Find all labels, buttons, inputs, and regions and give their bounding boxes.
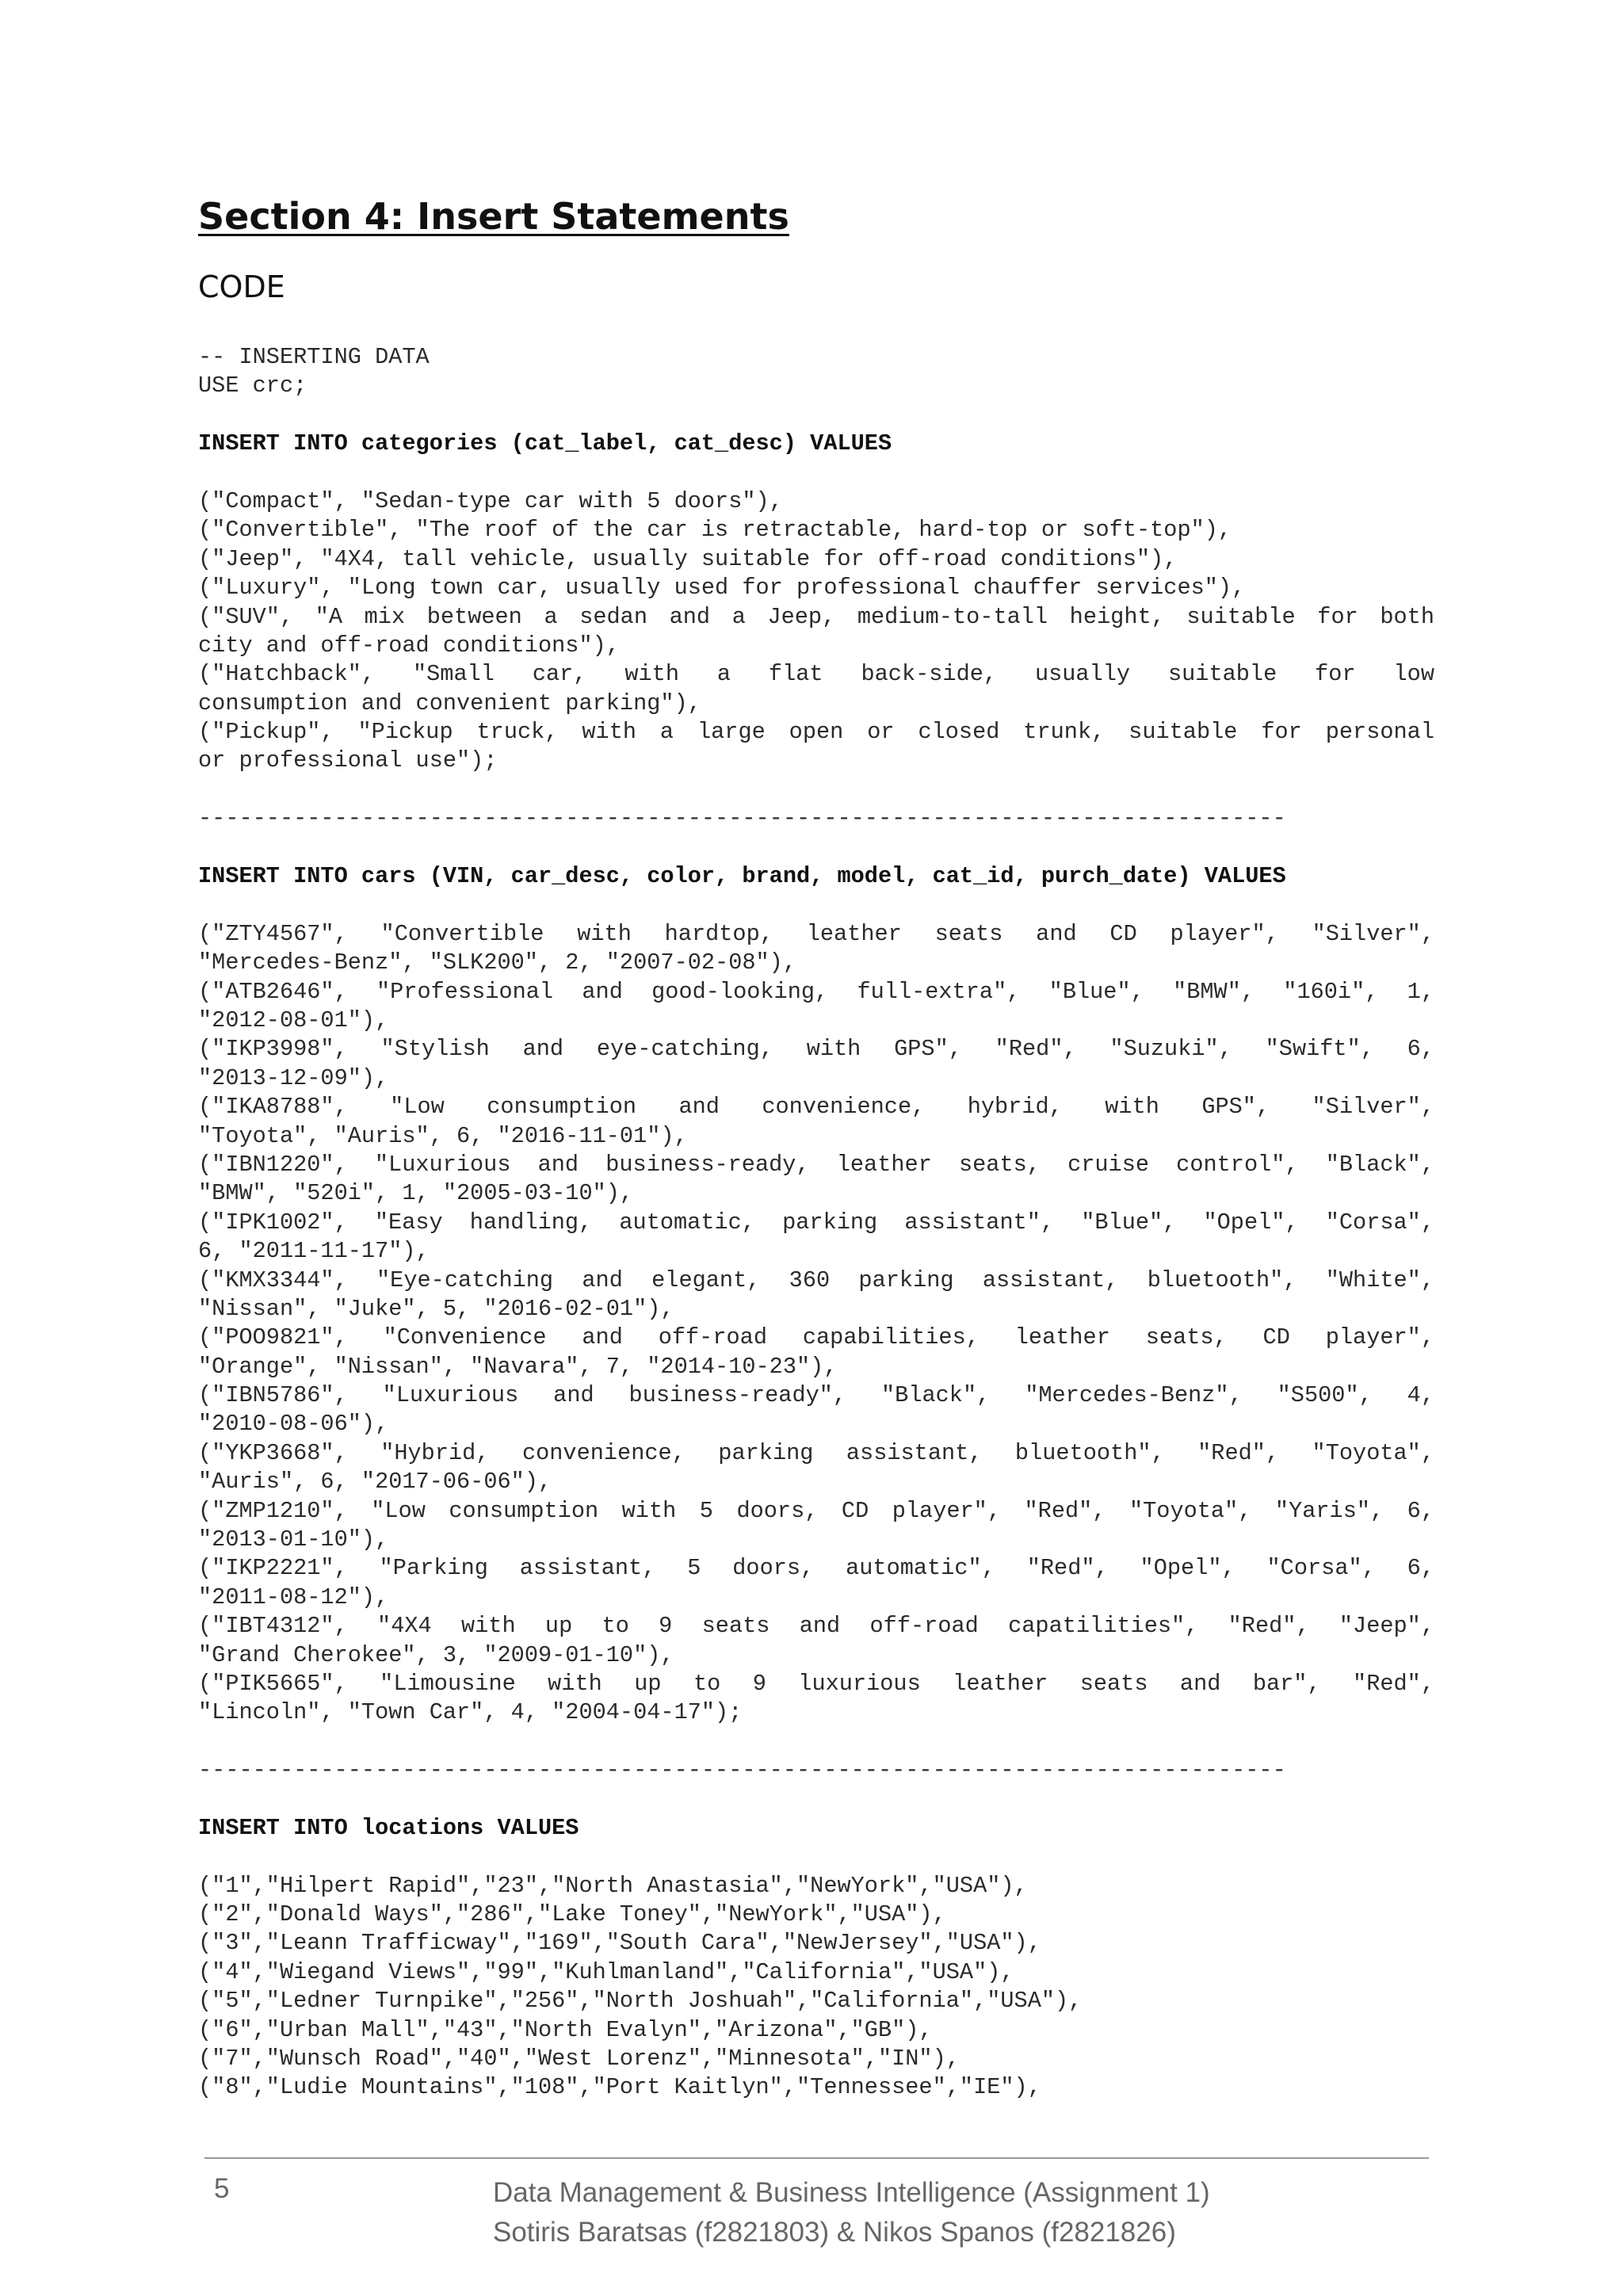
code-line: "2013-01-10"), [198, 1526, 389, 1553]
blank-line [198, 1786, 1434, 1814]
code-line: ("Compact", "Sedan-type car with 5 doors"), [198, 487, 783, 514]
code-line: "2010-08-06"), [198, 1411, 389, 1438]
page-number: 5 [214, 2173, 230, 2204]
code-line: "Mercedes-Benz", "SLK200", 2, "2007-02-08"), [198, 949, 796, 976]
code-line: ("4","Wiegand Views","99","Kuhlmanland","California","USA"), [198, 1958, 1014, 1985]
code-line: 6, "2011-11-17"), [198, 1238, 430, 1265]
code-line: consumption and convenient parking"), [198, 690, 701, 716]
code-line: ("IBT4312", "4X4 with up to 9 seats and off-road capatilities", "Red", "Jeep", [198, 1613, 1434, 1640]
sql-statement-header: INSERT INTO cars (VIN, car_desc, color, brand, model, cat_id, purch_date) VALUES [198, 863, 1286, 890]
footer-authors: Sotiris Baratsas (f2821803) & Nikos Spanos (f2821826) [493, 2217, 1176, 2248]
code-line: ("8","Ludie Mountains","108","Port Kaitlyn","Tennessee","IE"), [198, 2074, 1041, 2101]
blank-line [198, 1728, 1434, 1756]
code-line: ("YKP3668", "Hybrid, convenience, parking assistant, bluetooth", "Red", "Toyota", [198, 1439, 1434, 1466]
code-line: ("6","Urban Mall","43","North Evalyn","Arizona","GB"), [198, 2016, 933, 2043]
code-line: ("Jeep", "4X4, tall vehicle, usually suitable for off-road conditions"), [198, 545, 1178, 572]
code-line: ("Convertible", "The roof of the car is retractable, hard-top or soft-top"), [198, 517, 1232, 544]
blank-line [198, 776, 1434, 804]
code-line: "Nissan", "Juke", 5, "2016-02-01"), [198, 1295, 674, 1322]
code-line: city and off-road conditions"), [198, 632, 620, 659]
code-label: CODE [198, 269, 285, 304]
code-line: ("SUV", "A mix between a sedan and a Jeep, medium-to-tall height, suitable for both [198, 603, 1434, 630]
blank-line [198, 891, 1434, 919]
blank-line [198, 401, 1434, 430]
blank-line [198, 834, 1434, 862]
code-line: "2011-08-12"), [198, 1584, 389, 1610]
code-line: ("ZTY4567", "Convertible with hardtop, leather seats and CD player", "Silver", [198, 920, 1434, 947]
code-line: "2013-12-09"), [198, 1064, 389, 1091]
code-line: ("IKP2221", "Parking assistant, 5 doors, automatic", "Red", "Opel", "Corsa", 6, [198, 1555, 1434, 1582]
code-line: -------------------------------------------------------------------------------- [198, 1757, 1286, 1784]
code-line: ("3","Leann Trafficway","169","South Cara","NewJersey","USA"), [198, 1930, 1041, 1957]
code-line: USE crc; [198, 372, 307, 399]
code-line: ("Luxury", "Long town car, usually used for professional chauffer services"), [198, 575, 1246, 602]
code-line: "Grand Cherokee", 3, "2009-01-10"), [198, 1641, 674, 1668]
code-line: ("IBN5786", "Luxurious and business-ready", "Black", "Mercedes-Benz", "S500", 4, [198, 1382, 1434, 1409]
code-line: "Auris", 6, "2017-06-06"), [198, 1469, 552, 1496]
code-line: ("ATB2646", "Professional and good-looking, full-extra", "Blue", "BMW", "160i", 1, [198, 978, 1434, 1005]
code-line: ("IPK1002", "Easy handling, automatic, parking assistant", "Blue", "Opel", "Corsa", [198, 1209, 1434, 1236]
footer-text [493, 2173, 1210, 2252]
footer-course-title: Data Management & Business Intelligence (Assignment 1) [493, 2177, 1210, 2208]
code-line: "Orange", "Nissan", "Navara", 7, "2014-10-23"), [198, 1353, 838, 1380]
code-line: ("KMX3344", "Eye-catching and elegant, 360 parking assistant, bluetooth", "White", [198, 1266, 1434, 1293]
code-line: ("1","Hilpert Rapid","23","North Anastasia","NewYork","USA"), [198, 1872, 1028, 1899]
code-line: ("IKP3998", "Stylish and eye-catching, with GPS", "Red", "Suzuki", "Swift", 6, [198, 1036, 1434, 1063]
code-block [198, 343, 1434, 2103]
code-line: "Lincoln", "Town Car", 4, "2004-04-17"); [198, 1699, 743, 1726]
code-line: "Toyota", "Auris", 6, "2016-11-01"), [198, 1122, 688, 1149]
code-line: or professional use"); [198, 747, 498, 774]
sql-statement-header: INSERT INTO categories (cat_label, cat_desc) VALUES [198, 430, 892, 457]
code-line: ("Pickup", "Pickup truck, with a large open or closed trunk, suitable for personal [198, 719, 1434, 746]
code-line: "BMW", "520i", 1, "2005-03-10"), [198, 1180, 634, 1207]
code-line: ("IBN1220", "Luxurious and business-ready, leather seats, cruise control", "Black", [198, 1151, 1434, 1178]
code-line: ("7","Wunsch Road","40","West Lorenz","Minnesota","IN"), [198, 2046, 960, 2073]
code-line: ("5","Ledner Turnpike","256","North Joshuah","California","USA"), [198, 1988, 1083, 2015]
code-line: -------------------------------------------------------------------------------- [198, 805, 1286, 832]
code-line: -- INSERTING DATA [198, 344, 430, 370]
blank-line [198, 1843, 1434, 1871]
code-line: ("ZMP1210", "Low consumption with 5 doors, CD player", "Red", "Toyota", "Yaris", 6, [198, 1497, 1434, 1524]
code-line: "2012-08-01"), [198, 1007, 389, 1033]
section-title: Section 4: Insert Statements [198, 195, 789, 238]
code-line: ("2","Donald Ways","286","Lake Toney","NewYork","USA"), [198, 1901, 946, 1928]
code-line: ("POO9821", "Convenience and off-road capabilities, leather seats, CD player", [198, 1324, 1434, 1351]
code-line: ("IKA8788", "Low consumption and convenience, hybrid, with GPS", "Silver", [198, 1094, 1434, 1121]
blank-line [198, 459, 1434, 487]
code-line: ("PIK5665", "Limousine with up to 9 luxurious leather seats and bar", "Red", [198, 1670, 1434, 1697]
sql-statement-header: INSERT INTO locations VALUES [198, 1814, 579, 1841]
footer-divider [204, 2157, 1429, 2159]
code-line: ("Hatchback", "Small car, with a flat back-side, usually suitable for low [198, 661, 1434, 688]
